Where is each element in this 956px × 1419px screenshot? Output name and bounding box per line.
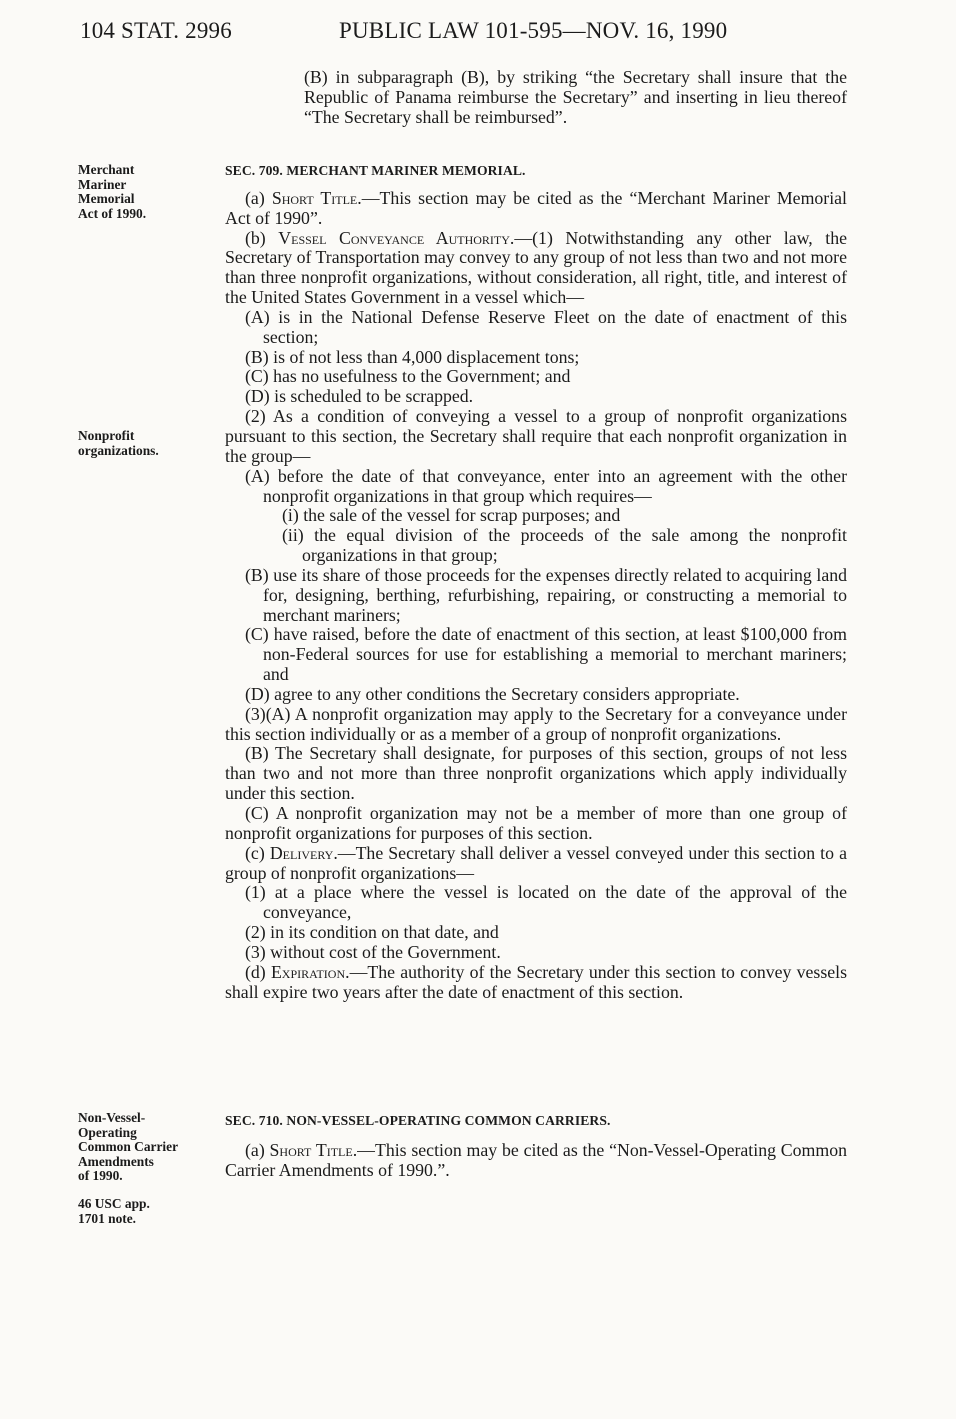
- section-709-d: (d) Expiration.—The authority of the Secretary under this section to convey vessels shall expire two years after the date of enactment of this section.: [225, 961, 847, 1002]
- margin-note-citation: [78, 1197, 213, 1226]
- section-709-c3: (3) without cost of the Government.: [245, 941, 501, 962]
- margin-note-nonprofit: [78, 429, 213, 458]
- expiration-caption: Expiration.: [270, 961, 350, 982]
- short-title-caption: Short Title.: [271, 187, 362, 208]
- section-710-a: (a) Short Title.—This section may be cited as the “Non-Vessel-Operating Common Carrier Amendments of 1990.”.: [225, 1139, 847, 1180]
- section-710-heading: SEC. 710. NON-VESSEL-OPERATING COMMON CARRIERS.: [225, 1113, 611, 1128]
- margin-note-line: Memorial: [78, 191, 135, 207]
- section-709-c2: (2) in its condition on that date, and: [245, 922, 499, 943]
- margin-note-line: of 1990.: [78, 1168, 123, 1184]
- margin-note-merchant-mariner: [78, 163, 213, 221]
- margin-note-line: Common Carrier: [78, 1139, 179, 1155]
- section-709-b1: (b) Vessel Conveyance Authority.—(1) Notwithstanding any other law, the Secretary of Transportation may convey to any group of not less than two and not more than three nonprofit organizations, without consideration, all right, title, and interest of the United States Government in a vessel which—: [225, 227, 847, 308]
- margin-note-line: Non-Vessel-: [78, 1110, 146, 1125]
- section-709-b2-A-ii: (ii) the equal division of the proceeds of the sale among the nonprofit organizations in that group;: [282, 525, 847, 566]
- section-710: [225, 1111, 847, 1181]
- margin-note-line: Nonprofit: [78, 428, 135, 443]
- section-709-b2-C: (C) have raised, before the date of enactment of this section, at least $100,000 from non-Federal sources for use for establishing a memorial to merchant mariners; and: [245, 624, 847, 685]
- vessel-conveyance-caption: Vessel Conveyance Authority.: [278, 227, 515, 248]
- margin-note-line: Merchant: [78, 162, 135, 177]
- amendment-paragraph-b: (B) in subparagraph (B), by striking “the Secretary shall insure that the Republic of Panama reimburse the Secretary” and inserting in lieu thereof “The Secretary shall be reimbursed”.: [304, 67, 847, 127]
- margin-note-line: organizations.: [78, 442, 159, 458]
- section-709-b2: (2) As a condition of conveying a vessel to a group of nonprofit organizations pursuant to this section, the Secretary shall require that each nonprofit organization in the group—: [225, 406, 847, 466]
- section-709: [225, 161, 847, 1002]
- section-709-b2-B: (B) use its share of those proceeds for the expenses directly related to acquiring land for, designing, berthing, refurbishing, repairing, or constructing a memorial to merchant mariners;: [245, 564, 847, 625]
- section-709-b3-B: (B) The Secretary shall designate, for purposes of this section, groups of not less than two and not more than three nonprofit organizations which apply individually under this section.: [225, 743, 847, 804]
- margin-note-line: 1701 note.: [78, 1210, 137, 1226]
- section-709-b3-C: (C) A nonprofit organization may not be a member of more than one group of nonprofit organizations for purposes of this section.: [225, 803, 847, 843]
- short-title-caption: Short Title.: [269, 1139, 358, 1160]
- margin-note-nvocc: [78, 1111, 213, 1184]
- section-709-b3-A: (3)(A) A nonprofit organization may apply to the Secretary for a conveyance under this section individually or as a member of a group of nonprofit organizations.: [225, 703, 847, 744]
- margin-note-line: Act of 1990.: [78, 205, 147, 221]
- section-709-c1: (1) at a place where the vessel is located on the date of the approval of the conveyance,: [245, 882, 847, 923]
- margin-note-line: 46 USC app.: [78, 1196, 150, 1211]
- section-709-c: (c) Delivery.—The Secretary shall deliver a vessel conveyed under this section to a group of nonprofit organizations—: [225, 842, 847, 883]
- margin-note-line: Mariner: [78, 176, 127, 192]
- section-709-heading: SEC. 709. MERCHANT MARINER MEMORIAL.: [225, 163, 526, 178]
- delivery-caption: Delivery.: [269, 842, 338, 863]
- section-709-b2-A: (A) before the date of that conveyance, enter into an agreement with the other nonprofit organizations in that group which requires—: [245, 465, 847, 506]
- page-reference: 104 STAT. 2996: [80, 18, 232, 43]
- section-709-b1-A: (A) is in the National Defense Reserve Fleet on the date of enactment of this section;: [245, 306, 847, 347]
- law-title: PUBLIC LAW 101-595—NOV. 16, 1990: [339, 18, 728, 43]
- margin-note-line: Amendments: [78, 1153, 154, 1169]
- section-709-a: (a) Short Title.—This section may be cited as the “Merchant Mariner Memorial Act of 1990”.: [225, 187, 847, 228]
- section-709-b1-D: (D) is scheduled to be scrapped.: [245, 386, 474, 407]
- section-709-b1-C: (C) has no usefulness to the Government; and: [245, 366, 571, 387]
- margin-note-line: Operating: [78, 1124, 137, 1140]
- section-709-b1-B: (B) is of not less than 4,000 displacement tons;: [245, 346, 580, 367]
- section-709-b2-D: (D) agree to any other conditions the Secretary considers appropriate.: [245, 683, 740, 704]
- section-709-b2-A-i: (i) the sale of the vessel for scrap purposes; and: [282, 505, 621, 526]
